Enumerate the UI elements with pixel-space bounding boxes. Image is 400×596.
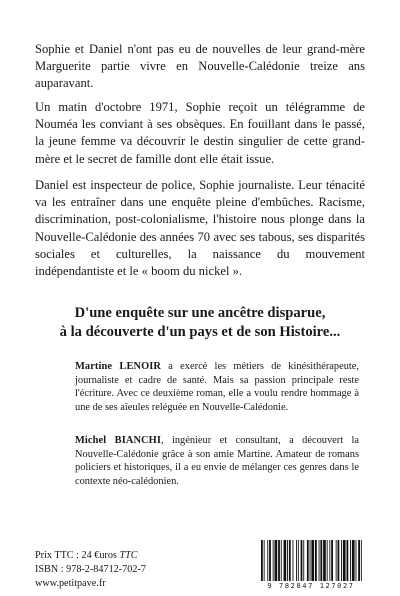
synopsis-paragraph-3: Daniel est inspecteur de police, Sophie journaliste. Leur ténacité va les entraîner dans une enquête pleine d'embûches. Racisme, discrimination, post-colonialisme, l'histoire nous plonge dans la Nouvelle-Calédonie des années 70 avec ses tabous, ses disparités sociales et culturelles, la naissance du mouvement indépendantiste et le « boom du nickel ». xyxy=(35,178,365,279)
barcode-bar xyxy=(278,540,280,581)
barcode-bar xyxy=(275,540,278,581)
tagline-line-2: à la découverte d'un pays et de son Histoire... xyxy=(59,324,341,340)
author-name-1: Martine LENOIR xyxy=(75,361,162,372)
tagline-line-1: D'une enquête sur une ancêtre disparue, xyxy=(74,305,326,321)
barcode-bar xyxy=(284,540,287,581)
barcode-bar xyxy=(352,540,355,581)
barcode-bar xyxy=(329,540,330,581)
barcode-bar xyxy=(347,540,349,581)
barcode-bar xyxy=(269,540,271,581)
barcode-bar xyxy=(293,540,294,581)
barcode-bar xyxy=(289,540,291,581)
author-bio-text-2: , ingénieur et consultant, a découvert la Nouvelle-Calédonie grâce à son amie Martine. Amateur de romans policiers et historiques, il a eu envie de mélanger ces genres dans le contexte néo-calédonien. xyxy=(75,435,359,487)
barcode-bar xyxy=(296,540,297,581)
price-suffix: TTC xyxy=(119,550,138,561)
barcode-bar xyxy=(287,540,288,581)
barcode-bar xyxy=(323,540,326,581)
barcode-bar xyxy=(307,540,309,581)
barcode-bar xyxy=(341,540,342,581)
publication-info xyxy=(35,549,146,591)
barcode-bar xyxy=(331,540,333,581)
synopsis-paragraph-2: Un matin d'octobre 1971, Sophie reçoit un télégramme de Nouméa les conviant à ses obsèques. En fouillant dans le passé, la jeune femme va découvrir le destin singulier de cette grand-mère et le secret de famille dont elle était issue. xyxy=(35,100,365,166)
barcode-bar xyxy=(320,540,322,581)
barcode-bar xyxy=(336,540,337,581)
barcode-bar xyxy=(338,540,340,581)
barcode-bars xyxy=(255,539,367,583)
barcode-bar xyxy=(261,540,263,581)
barcode-bar xyxy=(273,540,274,581)
price-label: Prix TTC : 24 €uros xyxy=(35,550,120,561)
author-name-2: Michel BIANCHI xyxy=(75,435,161,446)
author-bio-text-1: a exercé les métiers de kinésithérapeute, journaliste et cadre de santé. Mais sa passion principale reste l'écriture. Avec ce deuxième roman, elle a voulu rendre hommage à une de ses aïeules reléguée en Nouvelle-Calédonie. xyxy=(75,361,359,413)
barcode-bar xyxy=(315,540,317,581)
barcode-bar xyxy=(298,540,299,581)
author-bio-1 xyxy=(75,360,359,414)
barcode-bar xyxy=(358,540,360,581)
barcode-bar xyxy=(350,540,351,581)
barcode-bar xyxy=(311,540,314,581)
barcode-bar xyxy=(356,540,357,581)
author-bio-2 xyxy=(75,434,359,488)
barcode-bar xyxy=(303,540,304,581)
barcode-bar xyxy=(267,540,268,581)
website-link[interactable]: www.petitpave.fr xyxy=(35,578,106,589)
barcode-bar xyxy=(319,540,320,581)
barcode-bar xyxy=(301,540,303,581)
barcode-bar xyxy=(361,540,362,581)
isbn-line: ISBN : 978-2-84712-702-7 xyxy=(35,564,146,575)
barcode-bar xyxy=(327,540,328,581)
price-line xyxy=(35,549,146,563)
barcode-bar xyxy=(281,540,282,581)
tagline xyxy=(20,304,380,342)
isbn-barcode xyxy=(255,539,367,591)
barcode-bar xyxy=(264,540,265,581)
synopsis-paragraph-1: Sophie et Daniel n'ont pas eu de nouvelles de leur grand-mère Marguerite partie vivre en Nouvelle-Calédonie treize ans auparavant. xyxy=(35,42,365,91)
barcode-bar xyxy=(343,540,346,581)
barcode-digits: 9 782847 127027 xyxy=(267,582,355,590)
barcode-bar xyxy=(310,540,311,581)
